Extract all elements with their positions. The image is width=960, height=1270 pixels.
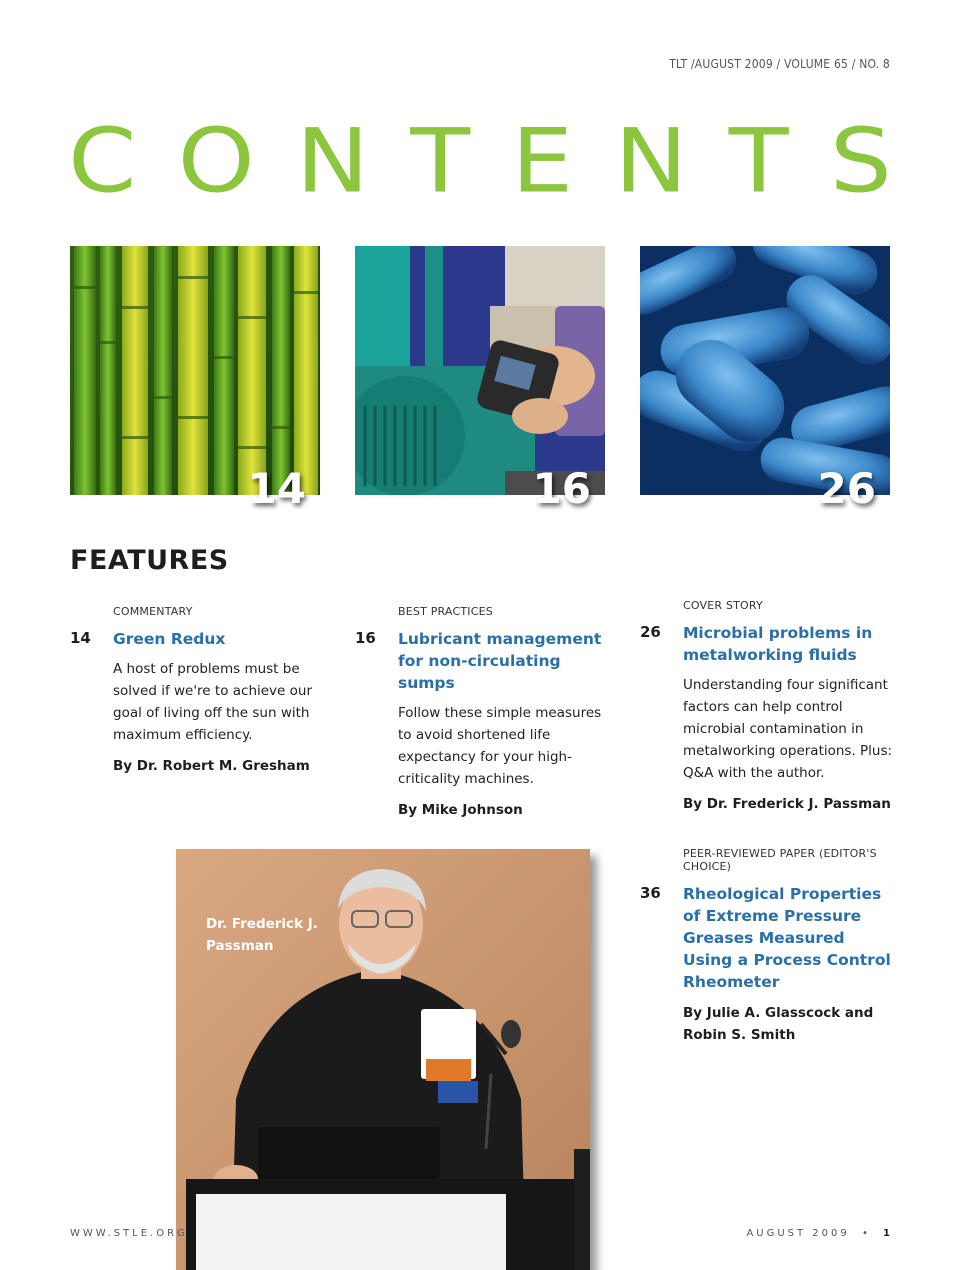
article-title[interactable]: Rheological Properties of Extreme Pressure Greases Measured Using a Process Control Rheometer: [683, 885, 891, 991]
issue-line: TLT /AUGUST 2009 / VOLUME 65 / NO. 8: [669, 57, 890, 71]
photo-caption: [206, 913, 326, 957]
article-description: Follow these simple measures to avoid shortened life expectancy for your high-criticality machines.: [398, 705, 602, 787]
thumbnail-bacteria[interactable]: [640, 246, 890, 513]
article-page-number: 16: [355, 629, 376, 647]
article-category: BEST PRACTICES: [398, 605, 493, 618]
article-page-number: 26: [640, 623, 661, 641]
thumbnail-page-number: 16: [532, 464, 591, 513]
article-green-redux[interactable]: [70, 605, 330, 777]
thumbnail-bamboo[interactable]: [70, 246, 320, 513]
article-description: Understanding four significant factors can help control microbial contamination in metalworking operations. Plus: Q&A with the author.: [683, 677, 893, 781]
article-rheological-properties[interactable]: [640, 847, 900, 1046]
machine-image: [355, 246, 605, 495]
article-byline: By Dr. Frederick J. Passman: [683, 796, 891, 812]
article-page-number: 14: [70, 629, 91, 647]
thumbnail-page-number: 26: [817, 464, 876, 513]
bamboo-image: [70, 246, 320, 495]
author-photo: [176, 849, 590, 1270]
title-letter: N: [614, 110, 688, 214]
article-category: COMMENTARY: [113, 605, 193, 618]
article-byline: By Dr. Robert M. Gresham: [113, 758, 310, 774]
article-title[interactable]: Microbial problems in metalworking fluids: [683, 624, 873, 664]
title-letter: S: [829, 110, 892, 214]
contents-title: [68, 112, 892, 212]
footer-date: [746, 1228, 890, 1239]
photo-caption-text: Dr. Frederick J. Passman: [206, 916, 318, 954]
footer-bullet: •: [861, 1228, 871, 1239]
article-category: PEER-REVIEWED PAPER (EDITOR'S CHOICE): [683, 847, 877, 873]
article-description: A host of problems must be solved if we're to achieve our goal of living off the sun with maximum efficiency.: [113, 661, 313, 743]
article-lubricant-management[interactable]: [355, 605, 615, 821]
title-letter: C: [68, 110, 137, 214]
footer-date-text: AUGUST 2009: [746, 1228, 850, 1239]
title-letter: T: [410, 110, 471, 214]
article-byline: By Mike Johnson: [398, 802, 523, 818]
footer-page-number: 1: [883, 1228, 890, 1239]
thumbnail-machine[interactable]: [355, 246, 605, 513]
article-title[interactable]: Green Redux: [113, 630, 226, 648]
article-category: COVER STORY: [683, 599, 763, 612]
title-letter: N: [295, 110, 370, 214]
article-microbial-problems[interactable]: [640, 599, 900, 815]
bacteria-image: [640, 246, 890, 495]
title-letter: E: [511, 110, 574, 214]
article-title[interactable]: Lubricant management for non-circulating sumps: [398, 630, 602, 692]
features-heading: FEATURES: [70, 545, 229, 576]
title-letter: T: [728, 110, 789, 214]
footer-website[interactable]: WWW.STLE.ORG: [70, 1228, 188, 1239]
article-byline: By Julie A. Glasscock and Robin S. Smith: [683, 1005, 874, 1043]
article-page-number: 36: [640, 884, 661, 902]
thumbnail-page-number: 14: [247, 464, 306, 513]
title-letter: O: [177, 110, 255, 214]
